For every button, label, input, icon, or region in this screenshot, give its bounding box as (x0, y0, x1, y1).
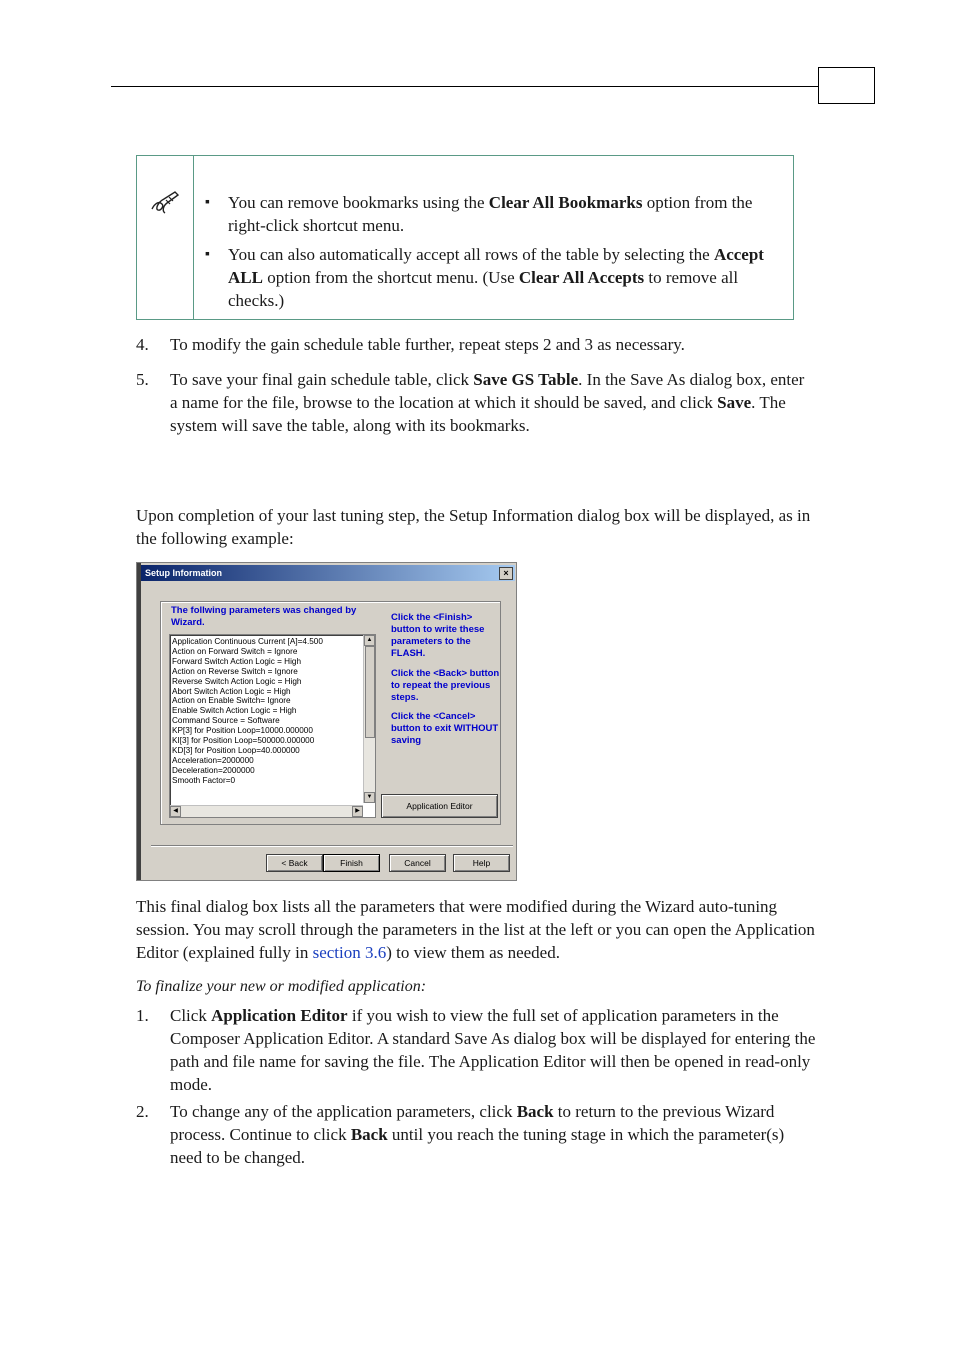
dialog-panel (160, 601, 501, 825)
parameter-line: Reverse Switch Action Logic = High (172, 676, 302, 686)
scroll-up-icon[interactable]: ▲ (364, 635, 375, 646)
scroll-down-icon[interactable]: ▼ (364, 792, 375, 803)
changed-heading: The follwing parameters was changed by Wizard. (171, 605, 357, 628)
step-4: 4. To modify the gain schedule table further, repeat steps 2 and 3 as necessary. (136, 335, 685, 354)
instruction-finish: Click the <Finish> button to write these parameters to the FLASH. (391, 612, 485, 659)
parameter-line: KD[3] for Position Loop=40.000000 (172, 745, 300, 755)
note-bullet-2: ▪ You can also automatically accept all rows of the table by selecting the Accept ALL option from the shortcut menu. (Use Clear All Accepts to remove all checks.) (205, 243, 785, 312)
header-rule (111, 86, 819, 87)
dialog-title-bar (141, 565, 515, 581)
finalize-step-2: 2. To change any of the application parameters, click Back to return to the previous Wizard process. Continue to click Back until you reach the tuning stage in which the parameter(s) need to be changed. (136, 1102, 785, 1167)
parameter-line: Abort Switch Action Logic = High (172, 686, 291, 696)
parameter-line: Smooth Factor=0 (172, 775, 236, 785)
intro-paragraph: Upon completion of your last tuning step, the Setup Information dialog box will be displayed, as in the following example: (136, 506, 811, 548)
parameter-line: Command Source = Software (172, 716, 280, 726)
section-link[interactable]: section 3.6 (312, 943, 387, 962)
note-list (205, 191, 785, 318)
scroll-thumb[interactable] (365, 646, 375, 738)
dialog-title: Setup Information (145, 568, 222, 578)
help-button[interactable]: Help (453, 854, 510, 872)
finalize-step-1: 1. Click Application Editor if you wish to view the full set of application parameters in the Composer Application Editor. A standard Save As dialog box will be displayed for entering the path and file name for saving the file. The Application Editor will then be opened in read-only mode. (136, 1006, 816, 1094)
parameter-list[interactable] (169, 634, 376, 818)
parameter-line: Forward Switch Action Logic = High (172, 656, 302, 666)
back-button[interactable]: < Back (266, 854, 323, 872)
finalize-heading: To finalize your new or modified application: (136, 978, 427, 995)
note-bullet-1: ▪ You can remove bookmarks using the Clear All Bookmarks option from the right-click shortcut menu. (205, 191, 785, 237)
parameter-line: Deceleration=2000000 (172, 765, 255, 775)
vertical-scrollbar[interactable] (363, 635, 375, 803)
cancel-button[interactable]: Cancel (389, 854, 446, 872)
horizontal-scrollbar[interactable] (170, 805, 363, 817)
parameter-line: Enable Switch Action Logic = High (172, 706, 297, 716)
instruction-back: Click the <Back> button to repeat the previous steps. (391, 668, 500, 703)
parameter-line: Action on Enable Switch= Ignore (172, 696, 291, 706)
final-dialog-paragraph: This final dialog box lists all the parameters that were modified during the Wizard auto-tuning session. You may scroll through the parameters in the list at the left or you can open the Application Editor (explained fully in section 3.6) to view them as needed. (136, 897, 815, 962)
close-icon[interactable]: × (499, 567, 513, 580)
parameter-line: KP[3] for Position Loop=10000.000000 (172, 726, 313, 736)
pen-note-icon (149, 189, 181, 217)
finish-button[interactable]: Finish (323, 854, 380, 872)
note-box (136, 155, 794, 320)
parameter-lines (172, 637, 362, 786)
parameter-line: KI[3] for Position Loop=500000.000000 (172, 736, 315, 746)
step-5: 5. To save your final gain schedule table, click Save GS Table. In the Save As dialog box, enter a name for the file, browse to the location at which it should be saved, and click Save. The system will save the table, along with its bookmarks. (136, 370, 805, 435)
setup-information-dialog (136, 562, 517, 881)
parameter-line: Acceleration=2000000 (172, 755, 254, 765)
scroll-right-icon[interactable]: ▶ (352, 806, 363, 817)
application-editor-button[interactable]: Application Editor (381, 794, 498, 818)
instruction-cancel: Click the <Cancel> button to exit WITHOUT saving (391, 711, 499, 746)
dialog-left-edge (137, 563, 141, 880)
page-number-box (818, 67, 875, 104)
parameter-line: Application Continuous Current [A]=4.500 (172, 637, 323, 646)
parameter-line: Action on Forward Switch = Ignore (172, 646, 298, 656)
note-icon-column (137, 156, 194, 319)
parameter-line: Action on Reverse Switch = Ignore (172, 666, 298, 676)
dialog-separator (151, 845, 513, 847)
scroll-left-icon[interactable]: ◀ (170, 806, 181, 817)
